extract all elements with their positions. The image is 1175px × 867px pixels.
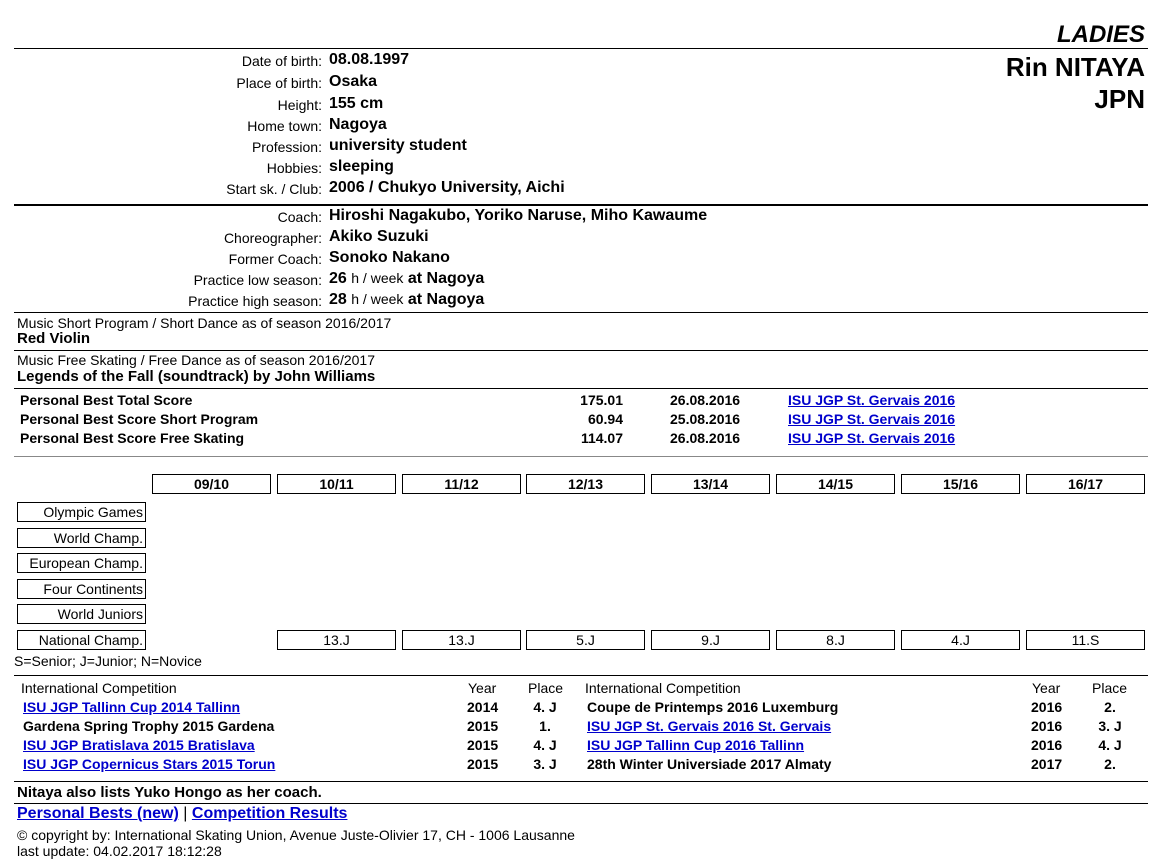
national-result: 9.J [651,630,770,650]
practice-hours: 26 [329,270,347,287]
short-music-title: Red Violin [17,330,91,347]
bio-value: sleeping [329,158,394,175]
pb-label: Personal Best Total Score [20,392,193,408]
pb-event-link[interactable]: ISU JGP St. Gervais 2016 [788,430,956,446]
bio-label: Height: [277,97,322,113]
practice-unit: h / week [351,270,404,286]
bio-value: 08.08.1997 [329,51,410,68]
former-coach-value: Sonoko Nakano [329,249,450,266]
coach-value: Hiroshi Nagakubo, Yoriko Naruse, Miho Kawaume [329,207,708,224]
section-divider [14,350,1148,351]
level-legend: S=Senior; J=Junior; N=Novice [14,653,202,669]
intl-year: 2015 [467,718,499,734]
intl-year: 2017 [1031,756,1063,772]
season-header: 16/17 [1026,474,1145,494]
national-result: 13.J [277,630,396,650]
intl-place: 2. [1104,756,1116,772]
pb-score: 175.01 [580,392,623,408]
season-header: 11/12 [402,474,521,494]
practice-unit: h / week [351,291,404,307]
section-divider [14,204,1148,206]
bio-label: Date of birth: [241,53,322,69]
bio-label: Profession: [251,139,322,155]
intl-year: 2014 [467,699,499,715]
national-result: 11.S [1026,630,1145,650]
bio-label: Place of birth: [236,75,322,91]
intl-header-competition: International Competition [21,680,177,696]
national-result: 13.J [402,630,521,650]
pb-score: 114.07 [580,430,623,446]
intl-place: 4. J [533,737,557,753]
pb-label: Personal Best Score Free Skating [20,430,245,446]
practice-place: at Nagoya [407,270,485,287]
national-result: 4.J [901,630,1020,650]
champ-olympic-games: Olympic Games [17,502,146,522]
champ-world: World Champ. [17,528,146,548]
free-music-title: Legends of the Fall (soundtrack) by John Williams [17,368,376,385]
intl-competition-link[interactable]: ISU JGP Tallinn Cup 2016 Tallinn [587,737,805,753]
champ-world-juniors: World Juniors [17,604,146,624]
free-music-label: Music Free Skating / Free Dance as of season 2016/2017 [17,352,375,368]
bio-label: Home town: [247,118,322,134]
intl-place: 4. J [1098,737,1122,753]
season-header: 09/10 [152,474,271,494]
bio-label: Hobbies: [266,160,322,176]
champ-european: European Champ. [17,553,146,573]
season-header: 15/16 [901,474,1020,494]
intl-competition: Coupe de Printemps 2016 Luxemburg [587,699,839,715]
intl-competition: 28th Winter Universiade 2017 Almaty [587,756,832,772]
intl-place: 1. [539,718,551,734]
intl-header-competition: International Competition [585,680,741,696]
bio-value: Nagoya [329,116,387,133]
section-divider [14,456,1148,457]
season-header: 10/11 [277,474,396,494]
intl-competition-link[interactable]: ISU JGP Bratislava 2015 Bratislava [23,737,255,753]
intl-year: 2015 [467,737,499,753]
bio-value: Osaka [329,73,378,90]
coach-note: Nitaya also lists Yuko Hongo as her coach. [17,784,322,801]
coach-label: Coach: [277,209,322,225]
intl-header-year: Year [468,680,497,696]
pb-date: 25.08.2016 [670,411,741,427]
section-divider [14,781,1148,782]
intl-competition-link[interactable]: ISU JGP St. Gervais 2016 St. Gervais [587,718,832,734]
practice-place: at Nagoya [407,291,485,308]
intl-place: 4. J [533,699,557,715]
bio-label: Start sk. / Club: [226,181,322,197]
pb-date: 26.08.2016 [670,392,741,408]
skater-name: Rin NITAYA [1005,52,1145,82]
intl-year: 2016 [1031,737,1063,753]
champ-national: National Champ. [17,630,146,650]
section-divider [14,803,1148,804]
practice-hours: 28 [329,291,347,308]
short-music-label: Music Short Program / Short Dance as of season 2016/2017 [17,315,392,331]
season-header: 14/15 [776,474,895,494]
intl-competition-link[interactable]: ISU JGP Copernicus Stars 2015 Torun [23,756,276,772]
intl-place: 3. J [533,756,557,772]
intl-year: 2015 [467,756,499,772]
practice-low-label: Practice low season: [193,272,322,288]
pb-date: 26.08.2016 [670,430,741,446]
copyright: © copyright by: International Skating Union, Avenue Juste-Olivier 17, CH - 1006 Lausanne [17,827,575,843]
season-header: 12/13 [526,474,645,494]
personal-bests-link[interactable]: Personal Bests (new) [17,805,179,822]
pb-event-link[interactable]: ISU JGP St. Gervais 2016 [788,411,956,427]
practice-high-value [329,291,484,309]
intl-year: 2016 [1031,699,1063,715]
competition-results-link[interactable]: Competition Results [191,805,348,822]
former-coach-label: Former Coach: [228,251,322,267]
footer-separator: | [183,805,188,822]
category-title: LADIES [1056,21,1145,48]
bio-value: 2006 / Chukyo University, Aichi [329,179,565,196]
season-header: 13/14 [651,474,770,494]
intl-header-place: Place [1092,680,1128,696]
intl-competition-link[interactable]: ISU JGP Tallinn Cup 2014 Tallinn [23,699,241,715]
section-divider [14,675,1148,676]
skater-nation: JPN [1094,84,1145,114]
intl-year: 2016 [1031,718,1063,734]
intl-place: 2. [1104,699,1116,715]
intl-place: 3. J [1098,718,1122,734]
national-result: 8.J [776,630,895,650]
pb-label: Personal Best Score Short Program [20,411,259,427]
intl-header-year: Year [1032,680,1061,696]
practice-high-label: Practice high season: [188,293,322,309]
practice-low-value [329,270,484,288]
intl-header-place: Place [528,680,564,696]
choreographer-value: Akiko Suzuki [329,228,429,245]
footer-links [17,805,347,823]
choreographer-label: Choreographer: [223,230,322,246]
header-divider [14,48,1148,49]
section-divider [14,312,1148,313]
pb-score: 60.94 [587,411,623,427]
section-divider [14,388,1148,389]
champ-four-continents: Four Continents [17,579,146,599]
pb-event-link[interactable]: ISU JGP St. Gervais 2016 [788,392,956,408]
bio-value: university student [329,137,467,154]
last-update: last update: 04.02.2017 18:12:28 [17,843,222,859]
bio-value: 155 cm [329,95,384,112]
intl-competition: Gardena Spring Trophy 2015 Gardena [23,718,275,734]
national-result: 5.J [526,630,645,650]
